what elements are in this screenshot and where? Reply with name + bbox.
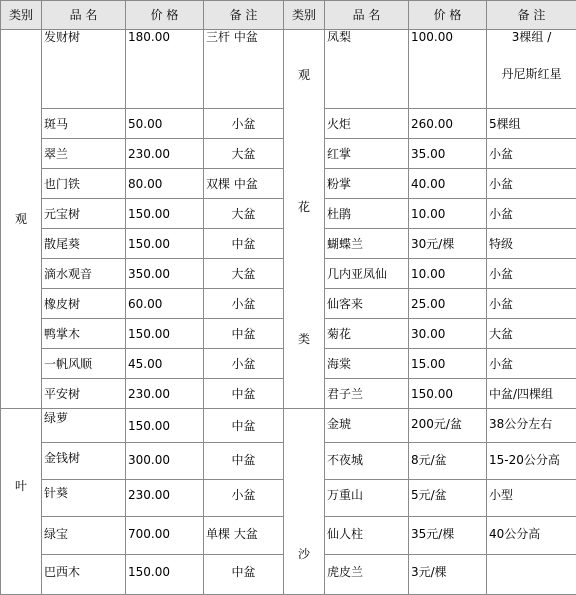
category-char: 叶 — [3, 479, 39, 493]
table-row — [1, 409, 576, 443]
table-row — [1, 30, 576, 109]
note-cell: 中盆 — [204, 229, 284, 259]
name-cell: 蝴蝶兰 — [325, 229, 409, 259]
note-cell: 小盆 — [487, 289, 576, 319]
note-cell: 中盆 — [204, 379, 284, 409]
note-cell: 小盆 — [487, 139, 576, 169]
header-category-right: 类别 — [284, 1, 325, 30]
note-cell: 38公分左右 — [487, 409, 576, 443]
price-cell: 45.00 — [126, 349, 204, 379]
category-char: 花 — [286, 200, 322, 214]
price-cell: 260.00 — [409, 109, 487, 139]
note-cell: 40公分高 — [487, 517, 576, 555]
name-cell: 也门铁 — [42, 169, 126, 199]
name-cell: 绿宝 — [42, 517, 126, 555]
price-cell: 50.00 — [126, 109, 204, 139]
note-cell: 大盆 — [204, 259, 284, 289]
price-cell: 40.00 — [409, 169, 487, 199]
note-line: 3棵组 / — [489, 30, 574, 44]
price-cell: 150.00 — [409, 379, 487, 409]
name-cell: 粉掌 — [325, 169, 409, 199]
price-cell: 3元/棵 — [409, 555, 487, 595]
header-category-left: 类别 — [1, 1, 42, 30]
header-note-left: 备 注 — [204, 1, 284, 30]
category-char: 观 — [286, 68, 322, 82]
category-char: 沙 — [286, 547, 322, 561]
name-cell: 金琥 — [325, 409, 409, 443]
price-cell: 200元/盆 — [409, 409, 487, 443]
note-cell: 5棵组 — [487, 109, 576, 139]
note-cell — [487, 555, 576, 595]
price-cell: 15.00 — [409, 349, 487, 379]
price-cell: 8元/盆 — [409, 443, 487, 480]
note-cell: 中盆 — [204, 443, 284, 480]
name-cell: 绿萝 — [42, 409, 126, 443]
price-cell: 80.00 — [126, 169, 204, 199]
category-char: 类 — [286, 332, 322, 346]
price-cell: 35.00 — [409, 139, 487, 169]
header-price-right: 价 格 — [409, 1, 487, 30]
note-cell: 单棵 大盆 — [204, 517, 284, 555]
name-cell: 散尾葵 — [42, 229, 126, 259]
name-cell: 一帆风顺 — [42, 349, 126, 379]
price-cell: 30.00 — [409, 319, 487, 349]
note-cell: 小盆 — [487, 259, 576, 289]
name-cell: 翠兰 — [42, 139, 126, 169]
price-cell: 10.00 — [409, 259, 487, 289]
name-cell: 海棠 — [325, 349, 409, 379]
note-cell: 中盆 — [204, 409, 284, 443]
header-row — [1, 1, 576, 30]
name-cell: 仙客来 — [325, 289, 409, 319]
note-cell: 小盆 — [204, 109, 284, 139]
price-cell: 100.00 — [409, 30, 487, 109]
name-cell: 鸭掌木 — [42, 319, 126, 349]
name-cell: 虎皮兰 — [325, 555, 409, 595]
price-cell: 150.00 — [126, 319, 204, 349]
note-cell — [487, 30, 576, 109]
price-cell: 30元/棵 — [409, 229, 487, 259]
header-price-left: 价 格 — [126, 1, 204, 30]
note-cell: 小盆 — [204, 349, 284, 379]
price-cell: 700.00 — [126, 517, 204, 555]
price-cell: 10.00 — [409, 199, 487, 229]
price-cell: 230.00 — [126, 379, 204, 409]
name-cell: 几内亚凤仙 — [325, 259, 409, 289]
category-char: 观 — [3, 212, 39, 226]
category-foliage-top — [1, 30, 42, 409]
name-cell: 针葵 — [42, 480, 126, 517]
header-name-right: 品 名 — [325, 1, 409, 30]
name-cell: 凤梨 — [325, 30, 409, 109]
note-cell: 大盆 — [204, 139, 284, 169]
price-cell: 150.00 — [126, 199, 204, 229]
note-cell: 小盆 — [487, 199, 576, 229]
name-cell: 金钱树 — [42, 443, 126, 480]
name-cell: 火炬 — [325, 109, 409, 139]
name-cell: 发财树 — [42, 30, 126, 109]
category-foliage-bottom — [1, 409, 42, 595]
note-cell: 特级 — [487, 229, 576, 259]
note-cell: 中盆 — [204, 319, 284, 349]
name-cell: 巴西木 — [42, 555, 126, 595]
note-cell: 小盆 — [487, 349, 576, 379]
category-succulent — [284, 409, 325, 595]
note-cell: 大盆 — [204, 199, 284, 229]
note-cell: 小盆 — [487, 169, 576, 199]
note-cell: 小盆 — [204, 289, 284, 319]
price-cell: 60.00 — [126, 289, 204, 319]
name-cell: 红掌 — [325, 139, 409, 169]
price-cell: 35元/棵 — [409, 517, 487, 555]
note-cell: 大盆 — [487, 319, 576, 349]
note-cell: 中盆 — [204, 555, 284, 595]
price-cell: 300.00 — [126, 443, 204, 480]
note-cell: 三杆 中盆 — [204, 30, 284, 109]
price-cell: 25.00 — [409, 289, 487, 319]
note-cell: 15-20公分高 — [487, 443, 576, 480]
name-cell: 君子兰 — [325, 379, 409, 409]
header-note-right: 备 注 — [487, 1, 576, 30]
price-cell: 150.00 — [126, 229, 204, 259]
note-line: 丹尼斯红星 — [489, 67, 574, 81]
name-cell: 橡皮树 — [42, 289, 126, 319]
note-cell: 双棵 中盆 — [204, 169, 284, 199]
note-cell: 小型 — [487, 480, 576, 517]
category-flower — [284, 30, 325, 409]
header-name-left: 品 名 — [42, 1, 126, 30]
name-cell: 菊花 — [325, 319, 409, 349]
name-cell: 平安树 — [42, 379, 126, 409]
name-cell: 斑马 — [42, 109, 126, 139]
price-cell: 230.00 — [126, 480, 204, 517]
price-cell: 150.00 — [126, 409, 204, 443]
price-cell: 180.00 — [126, 30, 204, 109]
price-cell: 350.00 — [126, 259, 204, 289]
price-cell: 5元/盆 — [409, 480, 487, 517]
name-cell: 元宝树 — [42, 199, 126, 229]
name-cell: 滴水观音 — [42, 259, 126, 289]
name-cell: 仙人柱 — [325, 517, 409, 555]
note-cell: 中盆/四棵组 — [487, 379, 576, 409]
name-cell: 万重山 — [325, 480, 409, 517]
price-cell: 150.00 — [126, 555, 204, 595]
price-cell: 230.00 — [126, 139, 204, 169]
name-cell: 杜鹃 — [325, 199, 409, 229]
note-cell: 小盆 — [204, 480, 284, 517]
name-cell: 不夜城 — [325, 443, 409, 480]
